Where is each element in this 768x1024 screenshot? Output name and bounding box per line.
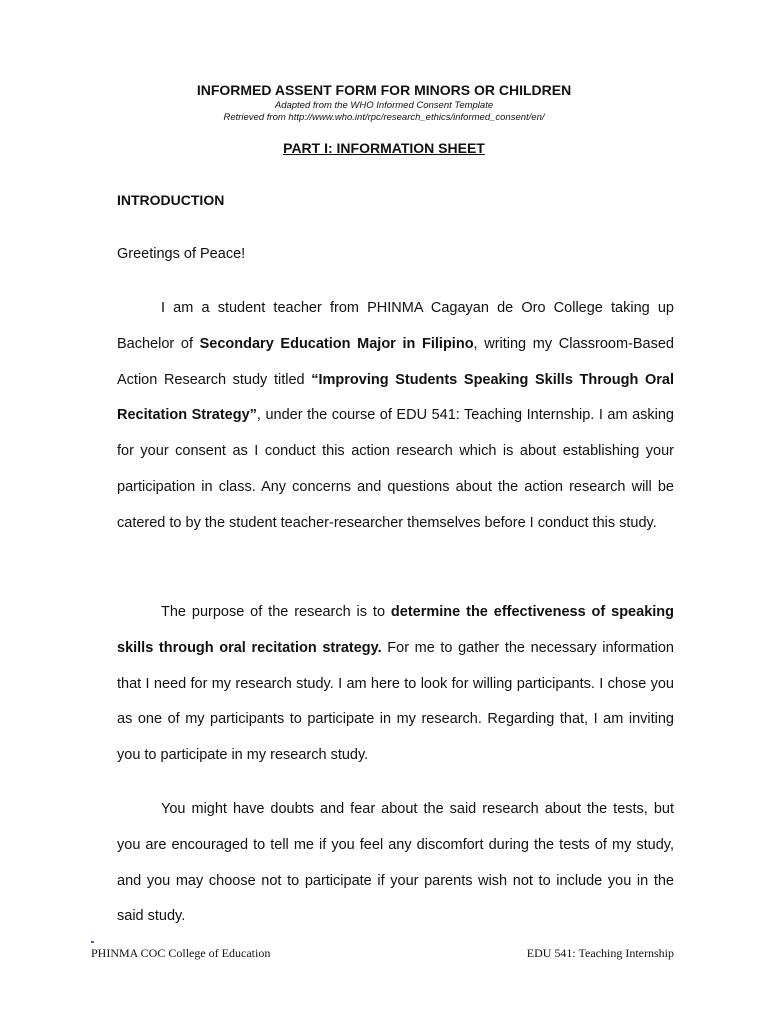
paragraph-text: , writing my Classroom-Based Action Research study titled bbox=[117, 335, 674, 388]
part-title: PART I: INFORMATION SHEET bbox=[283, 140, 485, 156]
paragraph-doubts bbox=[117, 792, 674, 935]
section-heading: INTRODUCTION bbox=[117, 192, 225, 208]
greeting: Greetings of Peace! bbox=[117, 246, 246, 262]
paragraph-text: I am a student teacher from PHINMA Cagayan de Oro College taking up Bachelor of bbox=[117, 300, 674, 352]
paragraph-purpose bbox=[117, 595, 674, 774]
paragraph-text: For me to gather the necessary information that I need for my research study. I am here to look for willing participants. I chose you as one of my participants to participate in my research. Regarding that, I am inviting you to participate in my research study. bbox=[117, 639, 674, 764]
paragraph-intro bbox=[117, 291, 674, 542]
form-title: INFORMED ASSENT FORM FOR MINORS OR CHILDREN bbox=[196, 82, 572, 98]
footer-left: PHINMA COC College of Education bbox=[91, 946, 271, 960]
paragraph-bold-text: “Improving Students Speaking Skills Through Oral Recitation Strategy” bbox=[117, 371, 674, 424]
footer-right: EDU 541: Teaching Internship bbox=[526, 946, 674, 960]
paragraph-text: The purpose of the research is to bbox=[161, 604, 391, 620]
paragraph-text: , under the course of EDU 541: Teaching Internship. I am asking for your consent as I conduct this action research which is about establishing your participation in class. Any concerns and questions about the action research will be catered to by the student teacher-researcher themselves before I conduct this study. bbox=[117, 407, 674, 531]
paragraph-bold-text: Secondary Education Major in Filipino bbox=[199, 335, 474, 352]
paragraph-text: You might have doubts and fear about the said research about the tests, but you are encouraged to tell me if you feel any discomfort during the tests of my study, and you may choose not to participate if your parents wish not to include you in the said study. bbox=[117, 801, 674, 925]
footer-mark bbox=[91, 941, 94, 943]
paragraph-bold-text: determine the effectiveness of speaking skills through oral recitation strategy. bbox=[117, 604, 674, 656]
adapted-note: Adapted from the WHO Informed Consent Template bbox=[274, 100, 494, 111]
retrieved-note: Retrieved from http://www.who.int/rpc/research_ethics/informed_consent/en/ bbox=[223, 112, 545, 123]
